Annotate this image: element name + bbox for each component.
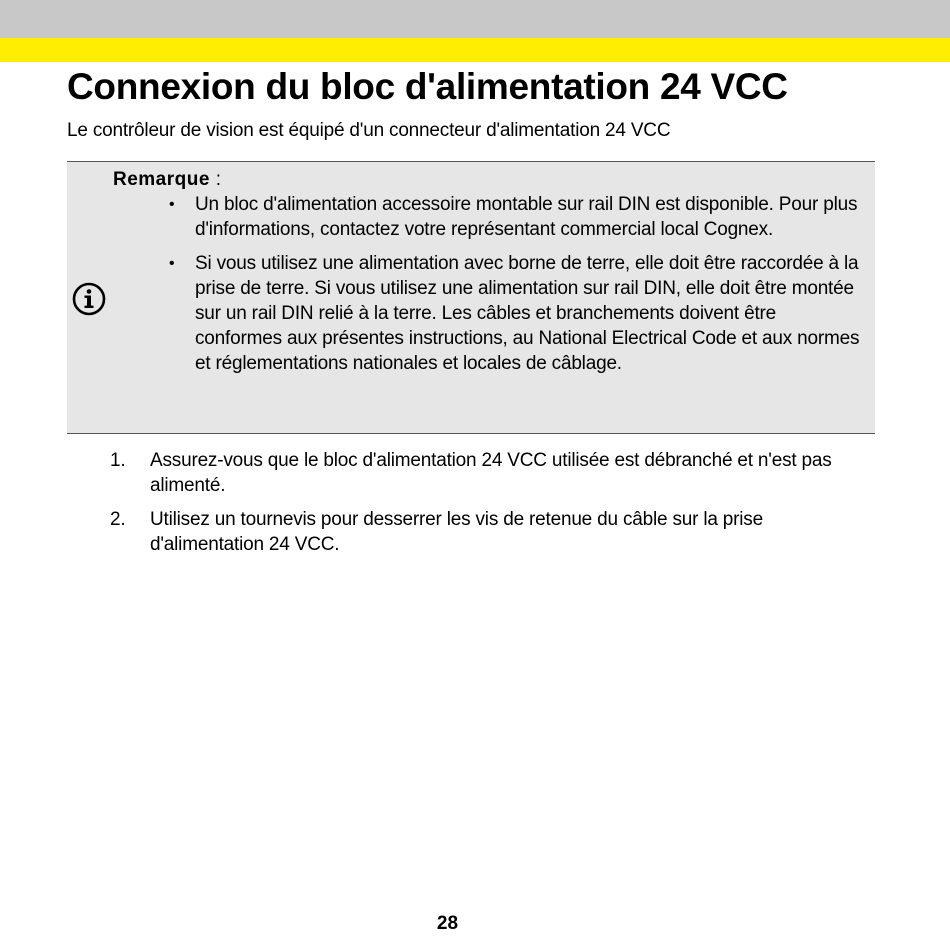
note-bullet: •	[169, 255, 175, 272]
note-item-text: Si vous utilisez une alimentation avec borne de terre, elle doit être raccordée à la prise de terre. Si vous utilisez une alimentation sur rail DIN, elle doit être montée sur un rail DIN relié à la terre. Les câbles et branchements doivent être conformes aux présentes instructions, au National Electrical Code et aux normes et réglementations nationales et locales de câblage.	[195, 253, 860, 374]
note-list	[165, 192, 865, 385]
note-label-suffix: :	[209, 169, 222, 190]
note-bullet: •	[169, 196, 175, 213]
note-item	[165, 192, 865, 242]
header-gray-bar	[0, 0, 950, 38]
page-number: 28	[436, 913, 459, 934]
note-box	[67, 161, 875, 434]
note-item-text: Un bloc d'alimentation accessoire montable sur rail DIN est disponible. Pour plus d'informations, contactez votre représentant commercial local Cognex.	[195, 194, 858, 240]
step-number: 2.	[110, 509, 126, 530]
note-label-text: Remarque	[113, 169, 210, 190]
steps-list	[110, 448, 870, 566]
header-accent-bar	[0, 38, 950, 62]
step-item	[110, 448, 870, 498]
intro-paragraph: Le contrôleur de vision est équipé d'un connecteur d'alimentation 24 VCC	[67, 120, 671, 141]
step-number: 1.	[110, 450, 126, 471]
step-text: Utilisez un tournevis pour desserrer les vis de retenue du câble sur la prise d'alimentation 24 VCC.	[150, 509, 763, 555]
page-title: Connexion du bloc d'alimentation 24 VCC	[67, 66, 788, 107]
note-item	[165, 251, 865, 376]
step-item	[110, 507, 870, 557]
info-icon	[72, 282, 106, 316]
step-text: Assurez-vous que le bloc d'alimentation 24 VCC utilisée est débranché et n'est pas alimenté.	[150, 450, 832, 496]
note-label	[113, 168, 221, 192]
